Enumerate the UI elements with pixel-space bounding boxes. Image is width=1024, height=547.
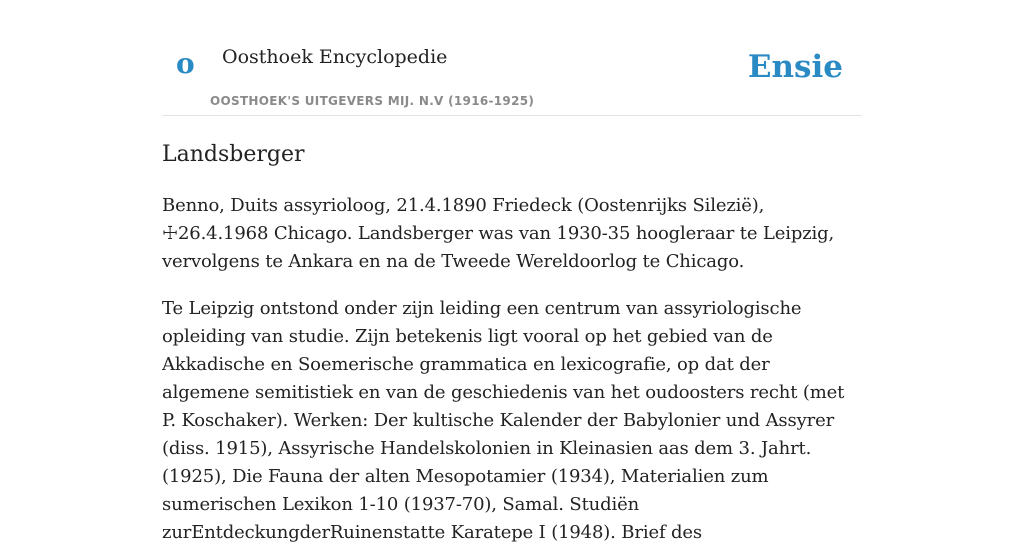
site-title-link[interactable]: Oosthoek Encyclopedie — [222, 46, 448, 68]
page-container — [162, 0, 862, 547]
article-title: Landsberger — [162, 142, 305, 167]
article-paragraph: Benno, Duits assyrioloog, 21.4.1890 Friedeck (Oostenrijks Silezië), ☩26.4.1968 Chicago. Landsberger was van 1930-35 hoogleraar te Leipzig, vervolgens te Ankara en na de Tweede Wereldoorlog te Chicago. — [162, 195, 835, 273]
article-paragraph: Te Leipzig ontstond onder zijn leiding een centrum van assyriologische opleiding van studie. Zijn betekenis ligt vooral op het gebied van de Akkadische en Soemerische grammatica en lexicografie, op dat der algemene semitistiek en van de geschiedenis van het oudoosters recht (met P. Koschaker). Werken: Der kultische Kalender der Babylonier und Assyrer (diss. 1915), Assyrische Handelskolonien in Kleinasien aas dem 3. Jahrt. (1925), Die Fauna der alten Mesopotamier (1934), Materialien zum sumerischen Lexikon 1-10 (1937-70), Samal. Studiën zurEntdeckungderRuinenstatte Karatepe I (1948). Brief des — [162, 298, 845, 544]
brand-logo-link[interactable]: Ensie — [747, 49, 843, 85]
site-logo[interactable]: o — [176, 47, 195, 80]
site-subtitle: OOSTHOEK'S UITGEVERS MIJ. N.V (1916-1925) — [210, 94, 535, 108]
site-header — [162, 0, 862, 116]
